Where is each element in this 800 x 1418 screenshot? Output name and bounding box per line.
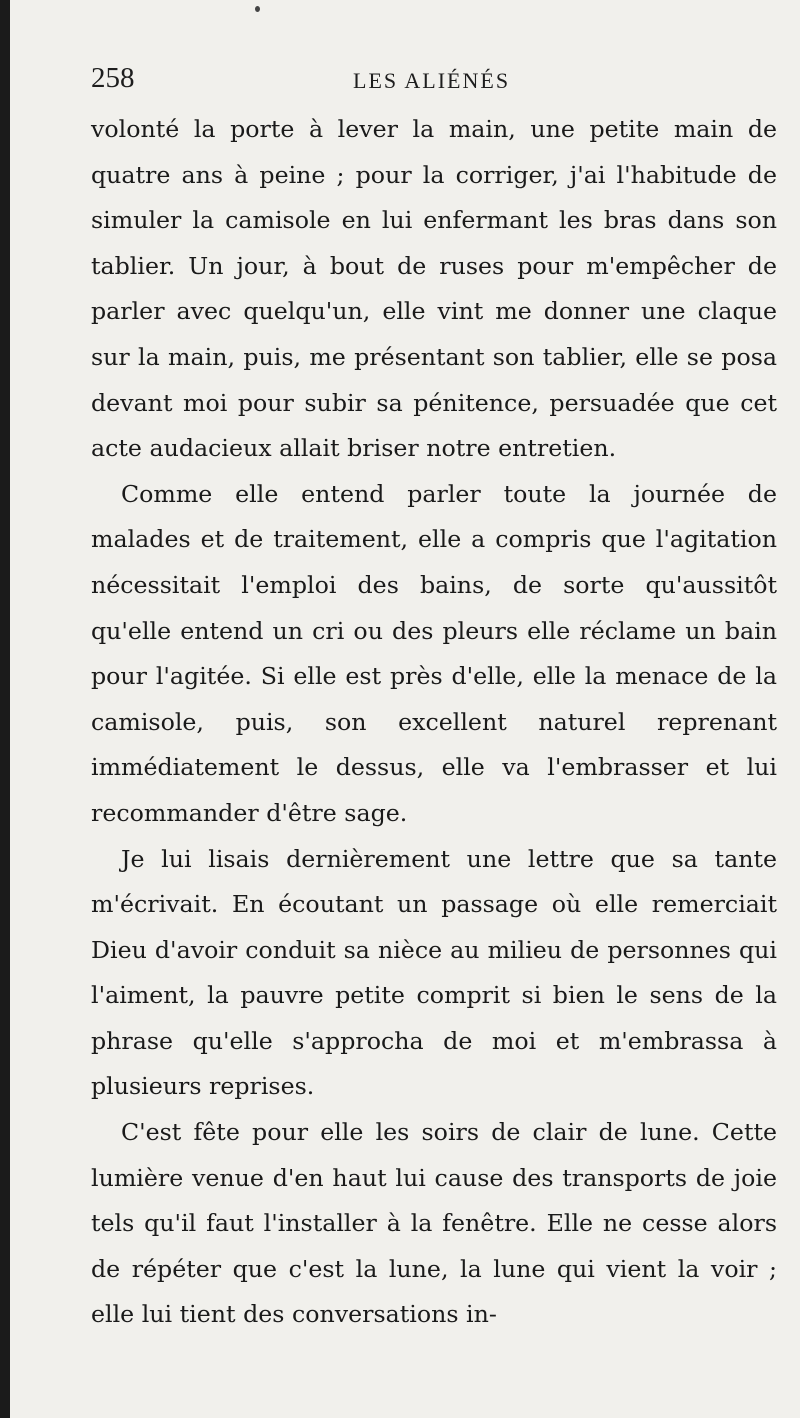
body-text [91, 107, 777, 1338]
paragraph-4: C'est fête pour elle les soirs de clair de lune. Cette lumière venue d'en haut lui cause des transports de joie tels qu'il faut l'installer à la fenêtre. Elle ne cesse alors de répéter que c'est la lune, la lune qui vient la voir ; elle lui tient des conversations in- [91, 1118, 777, 1329]
ink-speck [255, 6, 260, 12]
paragraph-2: Comme elle entend parler toute la journée de malades et de traitement, elle a compris que l'agitation nécessitait l'emploi des bains, de sorte qu'aussitôt qu'elle entend un cri ou des pleurs elle réclame un bain pour l'agitée. Si elle est près d'elle, elle la menace de la camisole, puis, son excellent naturel reprenant immédiatement le dessus, elle va l'embrasser et lui recommander d'être sage. [91, 479, 777, 827]
paragraph-3: Je lui lisais dernièrement une lettre que sa tante m'écrivait. En écoutant un passage où elle remerciait Dieu d'avoir conduit sa nièce au milieu de personnes qui l'aiment, la pauvre petite comprit si bien le sens de la phrase qu'elle s'approcha de moi et m'embrassa à plusieurs reprises. [91, 844, 777, 1101]
page-number: 258 [91, 62, 135, 94]
paragraph-1: volonté la porte à lever la main, une petite main de quatre ans à peine ; pour la corriger, j'ai l'habitude de simuler la camisole en lui enfermant les bras dans son tablier. Un jour, à bout de ruses pour m'empêcher de parler avec quelqu'un, elle vint me donner une claque sur la main, puis, me présentant son tablier, elle se posa devant moi pour subir sa pénitence, persuadée que cet acte audacieux allait briser notre entretien. [91, 115, 777, 463]
page-header [91, 62, 781, 102]
running-title: LES ALIÉNÉS [353, 68, 511, 93]
book-page [10, 0, 800, 1418]
